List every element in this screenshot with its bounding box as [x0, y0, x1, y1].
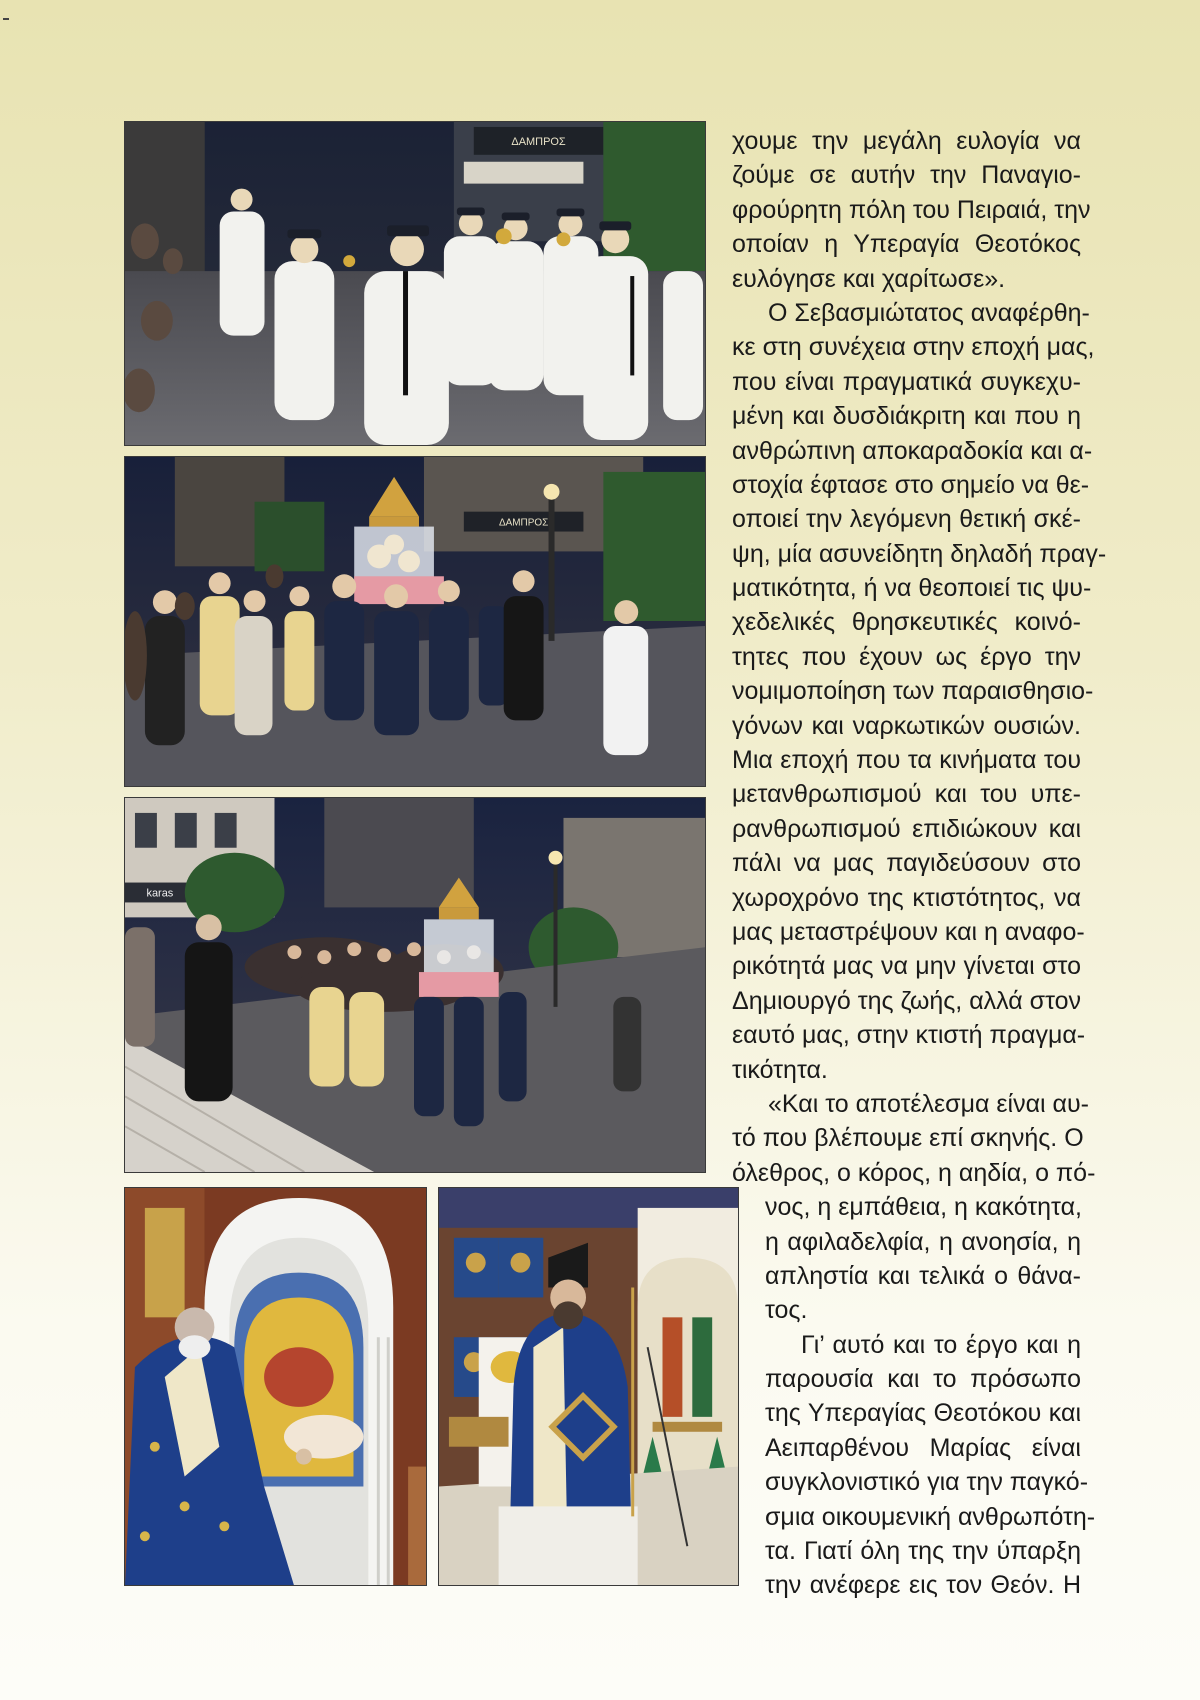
storefront-sign: karas	[146, 887, 174, 900]
text-line: Αειπαρθένου Μαρίας είναι	[765, 1433, 1081, 1462]
text-line: ρικότητά μας να μην γίνεται στο	[732, 952, 1081, 981]
photo-procession-street	[124, 456, 706, 787]
text-line: μετανθρωπισμού και του υπε-	[732, 780, 1081, 809]
text-line: νομιμοποίηση των παραισθησιο-	[732, 677, 1094, 706]
text-line: σμια οικουμενική ανθρωπότη-	[765, 1502, 1096, 1531]
text-line: εαυτό μας, στην κτιστή πραγμα-	[732, 1021, 1086, 1050]
text-line: ματικότητα, ή να θεοποιεί τις ψυ-	[732, 574, 1092, 603]
photo-bishop-icon	[124, 1187, 427, 1586]
text-line: στοχία έφτασε στο σημείο να θε-	[732, 470, 1090, 499]
text-line: χεδελικές θρησκευτικές κοινό-	[732, 608, 1081, 637]
text-line: Γι’ αυτό και το έργο και η	[801, 1330, 1081, 1359]
text-line: κε στη συνέχεια στην εποχή μας,	[732, 333, 1095, 362]
text-line: την ανέφερε εις τον Θεόν. Η	[765, 1571, 1081, 1600]
text-line: γόνων και ναρκωτικών ουσιών.	[732, 711, 1081, 740]
text-line: τητες που έχουν ως έργο την	[732, 642, 1081, 671]
corner-crop-mark	[3, 18, 9, 20]
text-line: πάλι να μας παγιδεύσουν στο	[732, 849, 1081, 878]
text-line: απληστία και τελικά ο θάνα-	[765, 1261, 1081, 1290]
text-line: ανθρώπινη αποκαραδοκία και α-	[732, 436, 1093, 465]
text-line: χουμε την μεγάλη ευλογία να	[732, 127, 1081, 155]
text-line: φρούρητη πόλη του Πειραιά, την	[732, 195, 1091, 224]
text-line: παρουσία και το πρόσωπο	[765, 1365, 1081, 1394]
text-line: τό που βλέπουμε επί σκηνής. Ο	[732, 1124, 1084, 1153]
photo-crowd-church	[124, 797, 706, 1173]
storefront-sign: ΔΑΜΠΡΟΣ	[498, 517, 549, 529]
text-line: «Και το αποτέλεσμα είναι αυ-	[768, 1089, 1089, 1118]
text-line: Ο Σεβασμιώτατος αναφέρθη-	[768, 298, 1090, 327]
text-line: Δημιουργό της ζωής, αλλά στον	[732, 986, 1082, 1015]
text-line: όλεθρος, ο κόρος, η αηδία, ο πό-	[732, 1158, 1096, 1187]
text-line: Μια εποχή που τα κινήματα του	[732, 746, 1081, 775]
text-line: ψη, μία ασυνείδητη δηλαδή πραγ-	[732, 539, 1107, 568]
storefront-sign: ΔΑΜΠΡΟΣ	[511, 135, 566, 148]
text-line: μας μεταστρέψουν και η αναφο-	[732, 917, 1085, 946]
photo-navy-band	[124, 121, 706, 446]
text-line: νος, η εμπάθεια, η κακότητα,	[765, 1193, 1082, 1222]
text-line: οποιεί την λεγόμενη θετική σκέ-	[732, 505, 1081, 534]
article-text-column	[732, 124, 1107, 1603]
photo-bishop-church	[438, 1187, 739, 1586]
text-line: τα. Γιατί όλη της την ύπαρξη	[765, 1537, 1081, 1566]
text-line: που είναι πραγματικά συγκεχυ-	[732, 367, 1081, 396]
text-line: οποίαν η Υπεραγία Θεοτόκος	[732, 230, 1081, 259]
text-line: ζούμε σε αυτήν την Παναγιο-	[732, 161, 1081, 190]
text-line: μένη και δυσδιάκριτη και που η	[732, 402, 1081, 431]
text-line: τικότητα.	[732, 1055, 828, 1084]
text-line: η αφιλαδελφία, η ανοησία, η	[765, 1227, 1081, 1256]
text-line: συγκλονιστικό για την παγκό-	[765, 1468, 1089, 1497]
text-line: ευλόγησε και χαρίτωσε».	[732, 264, 1006, 293]
text-line: χωροχρόνο της κτιστότητος, να	[732, 883, 1081, 912]
text-line: ρανθρωπισμού επιδιώκουν και	[732, 814, 1081, 843]
text-line: της Υπεραγίας Θεοτόκου και	[765, 1399, 1081, 1428]
text-line: τος.	[765, 1296, 808, 1325]
